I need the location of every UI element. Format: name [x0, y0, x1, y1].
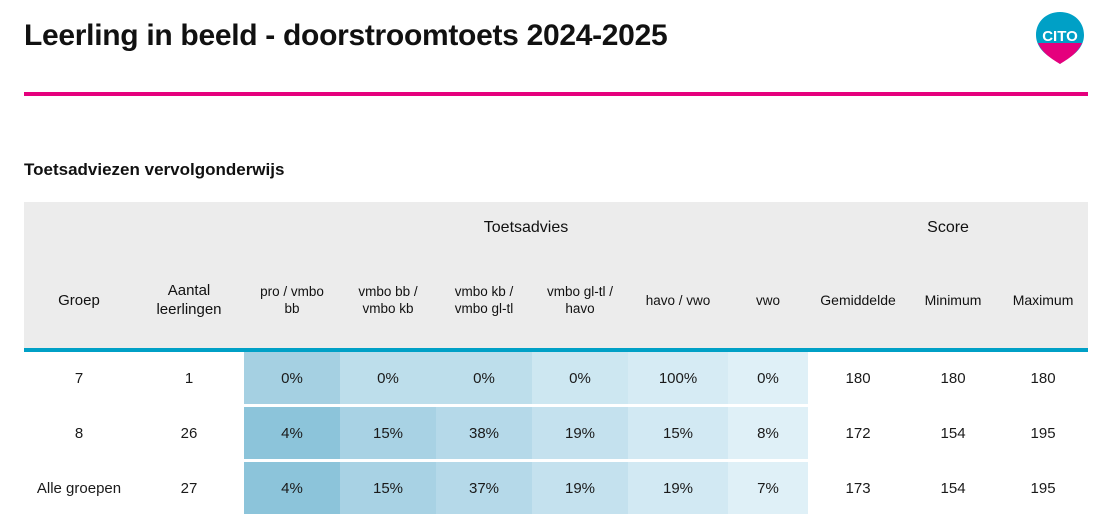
row-advies-4: 0%: [532, 352, 628, 404]
col3-line2: vmbo kb: [362, 301, 414, 316]
row-advies-3: 38%: [436, 407, 532, 459]
toetsadviezen-table-wrap: [24, 202, 1088, 514]
col5-line2: havo: [565, 301, 595, 316]
column-header-aantal-line1: Aantal: [167, 282, 211, 300]
col4-line1: vmbo kb /: [454, 284, 514, 300]
col2-line1: pro / vmbo: [260, 284, 324, 300]
row-advies-6: 7%: [728, 462, 808, 514]
toetsadviezen-table: [24, 202, 1088, 514]
column-header-vmbo-bb-kb: [340, 254, 436, 348]
row-groep: 7: [74, 369, 84, 387]
row-gemiddelde: 172: [808, 407, 908, 459]
row-advies-5: 15%: [628, 407, 728, 459]
row-advies-2: 0%: [340, 352, 436, 404]
column-header-aantal-leerlingen: [134, 254, 244, 348]
page-header: [0, 0, 1110, 78]
row-minimum: 154: [908, 407, 998, 459]
column-header-vmbo-kb-gltl: [436, 254, 532, 348]
svg-text:CITO: CITO: [1042, 28, 1078, 45]
row-advies-1: 4%: [244, 462, 340, 514]
group-header-score: Score: [808, 202, 1088, 254]
header-divider: [24, 92, 1088, 96]
cito-logo-icon: [1032, 10, 1088, 66]
column-header-gemiddelde: Gemiddelde: [808, 254, 908, 348]
section-title: Toetsadviezen vervolgonderwijs: [24, 160, 285, 179]
row-advies-3: 37%: [436, 462, 532, 514]
column-header-groep: Groep: [24, 254, 134, 348]
row-aantal: 27: [180, 479, 198, 497]
column-header-vwo: vwo: [728, 254, 808, 348]
row-gemiddelde: 173: [808, 462, 908, 514]
group-header-blank-2: [134, 202, 244, 254]
row-advies-1: 4%: [244, 407, 340, 459]
col5-line1: vmbo gl-tl /: [546, 284, 614, 300]
table-row: [24, 352, 1088, 404]
row-advies-3: 0%: [436, 352, 532, 404]
table-row: [24, 407, 1088, 459]
row-advies-5: 100%: [628, 352, 728, 404]
table-row: [24, 462, 1088, 514]
row-advies-1: 0%: [244, 352, 340, 404]
column-header-havo-vwo: havo / vwo: [628, 254, 728, 348]
row-advies-4: 19%: [532, 462, 628, 514]
row-maximum: 195: [998, 462, 1088, 514]
table-column-header-row: [24, 254, 1088, 348]
col3-line1: vmbo bb /: [358, 284, 418, 300]
column-header-maximum: Maximum: [998, 254, 1088, 348]
group-header-blank: [24, 202, 134, 254]
row-advies-6: 8%: [728, 407, 808, 459]
table-group-header-row: [24, 202, 1088, 254]
row-gemiddelde: 180: [808, 352, 908, 404]
column-header-vmbo-gltl-havo: [532, 254, 628, 348]
group-header-toetsadvies: Toetsadvies: [244, 202, 808, 254]
column-header-pro-vmbo-bb: [244, 254, 340, 348]
column-header-aantal-line2: leerlingen: [156, 301, 222, 318]
row-groep: Alle groepen: [36, 479, 122, 497]
row-groep: 8: [74, 424, 84, 442]
row-advies-2: 15%: [340, 462, 436, 514]
column-header-minimum: Minimum: [908, 254, 998, 348]
row-advies-5: 19%: [628, 462, 728, 514]
row-minimum: 154: [908, 462, 998, 514]
col4-line2: vmbo gl-tl: [454, 301, 514, 316]
row-aantal: 26: [180, 424, 198, 442]
row-minimum: 180: [908, 352, 998, 404]
row-maximum: 180: [998, 352, 1088, 404]
row-advies-4: 19%: [532, 407, 628, 459]
row-advies-6: 0%: [728, 352, 808, 404]
page-title: Leerling in beeld - doorstroomtoets 2024-2025: [24, 19, 668, 52]
row-aantal: 1: [184, 369, 194, 387]
col2-line2: bb: [284, 301, 300, 316]
row-advies-2: 15%: [340, 407, 436, 459]
row-maximum: 195: [998, 407, 1088, 459]
